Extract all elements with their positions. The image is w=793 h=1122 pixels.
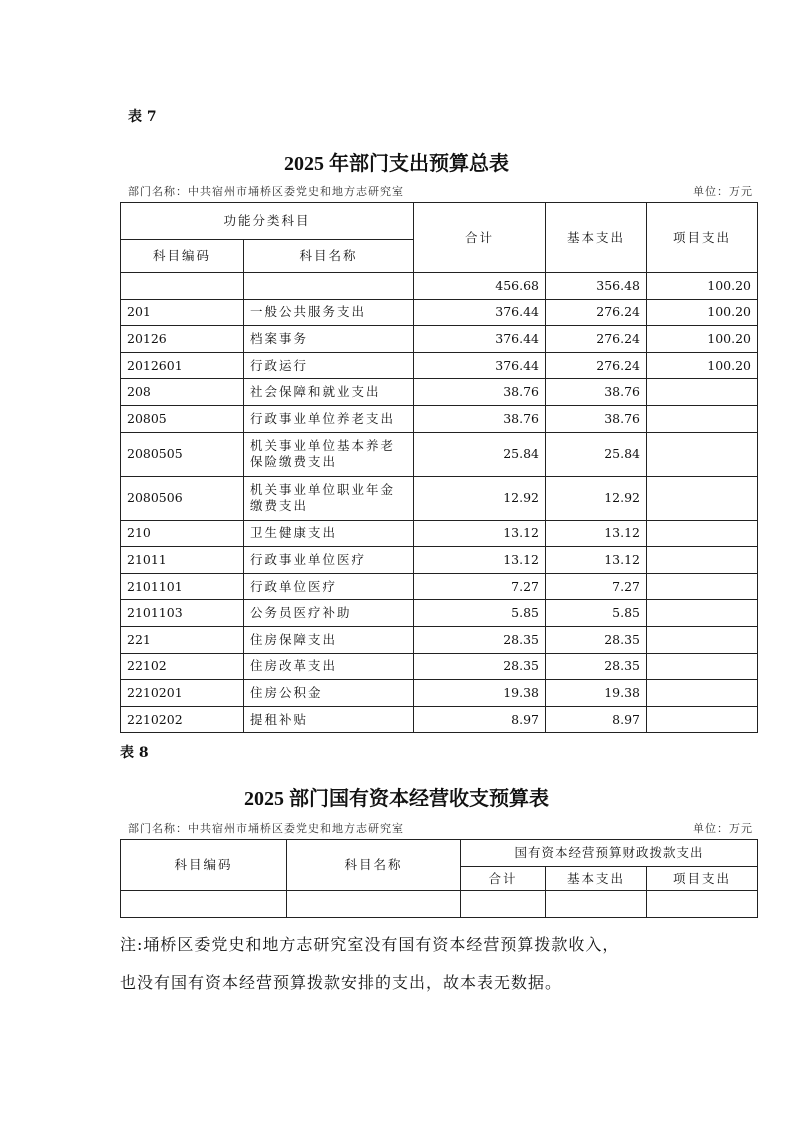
table-row	[121, 326, 758, 353]
table-row	[121, 352, 758, 379]
cell-project	[647, 626, 758, 653]
table-row	[121, 432, 758, 476]
cell-project	[647, 653, 758, 680]
cell-project	[647, 706, 758, 733]
cell-basic: 25.84	[546, 432, 647, 476]
cell-name: 机关事业单位职业年金缴费支出	[244, 476, 414, 520]
table7-label: 表 7	[128, 109, 157, 125]
cell-code: 221	[121, 626, 244, 653]
cell-basic: 38.76	[546, 405, 647, 432]
cell-basic: 13.12	[546, 520, 647, 547]
header-project: 项目支出	[647, 867, 758, 891]
cell-basic: 276.24	[546, 326, 647, 353]
cell-code: 201	[121, 299, 244, 326]
cell-code: 208	[121, 379, 244, 406]
header-function-class: 功能分类科目	[121, 203, 414, 240]
table-row	[121, 273, 758, 300]
cell-total: 376.44	[414, 352, 546, 379]
header-basic: 基本支出	[546, 867, 647, 891]
cell-name	[244, 273, 414, 300]
note-line-2: 也没有国有资本经营预算拨款安排的支出，故本表无数据。	[120, 973, 563, 992]
cell-name: 住房改革支出	[244, 653, 414, 680]
cell-total: 5.85	[414, 600, 546, 627]
cell-name: 行政事业单位养老支出	[244, 405, 414, 432]
cell-code: 20126	[121, 326, 244, 353]
cell-basic: 7.27	[546, 573, 647, 600]
cell-total: 13.12	[414, 547, 546, 574]
table8-unit: 单位：万元	[693, 822, 753, 835]
header-total: 合计	[461, 867, 546, 891]
cell-basic: 356.48	[546, 273, 647, 300]
table8-dept: 部门名称：中共宿州市埇桥区委党史和地方志研究室	[128, 822, 404, 835]
cell-total: 376.44	[414, 326, 546, 353]
cell-basic: 28.35	[546, 626, 647, 653]
cell-name: 机关事业单位基本养老保险缴费支出	[244, 432, 414, 476]
cell-total: 8.97	[414, 706, 546, 733]
cell-code	[121, 273, 244, 300]
cell-project	[647, 379, 758, 406]
cell-project	[647, 520, 758, 547]
table-row	[121, 653, 758, 680]
table-row	[121, 379, 758, 406]
header-code: 科目编码	[121, 240, 244, 273]
cell-project	[647, 476, 758, 520]
cell-code: 20805	[121, 405, 244, 432]
cell-total: 38.76	[414, 405, 546, 432]
cell-project	[647, 432, 758, 476]
table-row	[121, 520, 758, 547]
cell-project	[647, 573, 758, 600]
cell-name: 卫生健康支出	[244, 520, 414, 547]
cell-project	[647, 680, 758, 707]
cell-project: 100.20	[647, 273, 758, 300]
cell-project	[647, 600, 758, 627]
cell-basic: 38.76	[546, 379, 647, 406]
cell-total: 376.44	[414, 299, 546, 326]
table-row	[121, 299, 758, 326]
cell-code: 2210202	[121, 706, 244, 733]
cell-code: 2210201	[121, 680, 244, 707]
cell-total: 13.12	[414, 520, 546, 547]
cell-total: 28.35	[414, 626, 546, 653]
table7-title: 2025 年部门支出预算总表	[284, 153, 509, 175]
cell-name: 档案事务	[244, 326, 414, 353]
cell-project: 100.20	[647, 299, 758, 326]
cell-name: 一般公共服务支出	[244, 299, 414, 326]
cell-code: 210	[121, 520, 244, 547]
cell-basic: 12.92	[546, 476, 647, 520]
table8	[120, 839, 758, 918]
cell-basic: 8.97	[546, 706, 647, 733]
table-row-empty	[121, 891, 758, 918]
cell-code: 21011	[121, 547, 244, 574]
table-row	[121, 600, 758, 627]
cell-name: 公务员医疗补助	[244, 600, 414, 627]
table-row	[121, 573, 758, 600]
table-row	[121, 626, 758, 653]
cell-total: 19.38	[414, 680, 546, 707]
header-name: 科目名称	[244, 240, 414, 273]
cell-total: 38.76	[414, 379, 546, 406]
cell-name: 社会保障和就业支出	[244, 379, 414, 406]
cell-name: 住房保障支出	[244, 626, 414, 653]
table-row	[121, 476, 758, 520]
header-project: 项目支出	[647, 203, 758, 273]
table7	[120, 202, 758, 733]
cell-code: 2101103	[121, 600, 244, 627]
cell-code: 2101101	[121, 573, 244, 600]
cell-total: 7.27	[414, 573, 546, 600]
header-code: 科目编码	[121, 840, 287, 891]
cell-total: 456.68	[414, 273, 546, 300]
header-total: 合计	[414, 203, 546, 273]
header-state-capital: 国有资本经营预算财政拨款支出	[461, 840, 758, 867]
table-row	[121, 405, 758, 432]
table-row	[121, 680, 758, 707]
table8-title: 2025 部门国有资本经营收支预算表	[244, 788, 549, 810]
cell-code: 2012601	[121, 352, 244, 379]
cell-total: 12.92	[414, 476, 546, 520]
cell-basic: 28.35	[546, 653, 647, 680]
cell-total: 28.35	[414, 653, 546, 680]
table-row	[121, 706, 758, 733]
note-line-1: 注:埇桥区委党史和地方志研究室没有国有资本经营预算拨款收入，	[120, 935, 620, 954]
table8-label: 表 8	[120, 745, 149, 761]
cell-total: 25.84	[414, 432, 546, 476]
table-row	[121, 547, 758, 574]
cell-name: 提租补贴	[244, 706, 414, 733]
cell-project	[647, 405, 758, 432]
cell-name: 行政单位医疗	[244, 573, 414, 600]
header-basic: 基本支出	[546, 203, 647, 273]
cell-basic: 276.24	[546, 299, 647, 326]
cell-project: 100.20	[647, 352, 758, 379]
cell-project: 100.20	[647, 326, 758, 353]
cell-name: 住房公积金	[244, 680, 414, 707]
cell-code: 22102	[121, 653, 244, 680]
cell-basic: 276.24	[546, 352, 647, 379]
cell-basic: 5.85	[546, 600, 647, 627]
cell-name: 行政运行	[244, 352, 414, 379]
table7-unit: 单位：万元	[693, 185, 753, 198]
cell-name: 行政事业单位医疗	[244, 547, 414, 574]
cell-project	[647, 547, 758, 574]
header-name: 科目名称	[287, 840, 461, 891]
cell-basic: 13.12	[546, 547, 647, 574]
cell-code: 2080505	[121, 432, 244, 476]
cell-basic: 19.38	[546, 680, 647, 707]
cell-code: 2080506	[121, 476, 244, 520]
table7-dept: 部门名称：中共宿州市埇桥区委党史和地方志研究室	[128, 185, 404, 198]
